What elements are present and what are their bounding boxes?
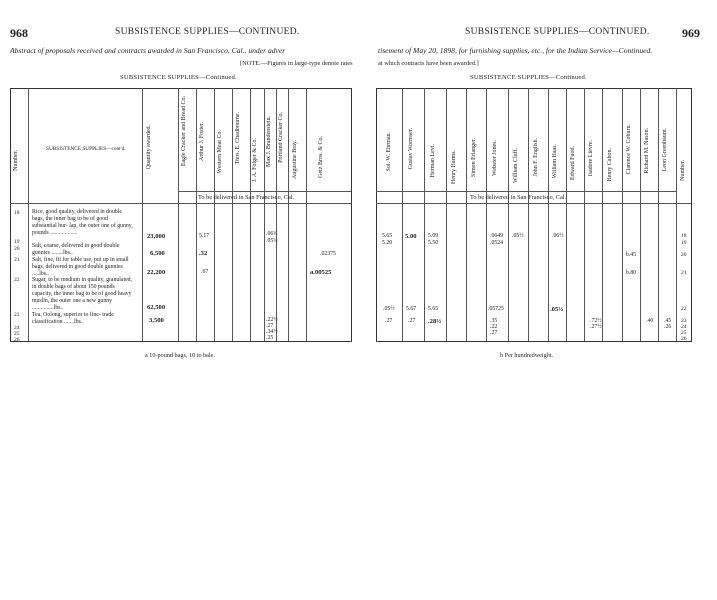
price-cell: b.80 (626, 270, 637, 276)
bidder-portland: Portland Cracker Co. (278, 112, 284, 163)
row-number: 26 (14, 337, 20, 343)
bidder-haas: William Haas. (552, 144, 558, 179)
price-cell: .27½ (590, 324, 602, 330)
col-number-left: Number. (13, 150, 19, 171)
price-cell: b.45 (626, 252, 637, 258)
price-cell: .35 (490, 318, 498, 324)
row-desc: Sugar, to be medium in quality, granulated, in double bags of about 150 pounds capacity, the inner bag to be of good heavy muslin, the outer one a new gunny ...............lbs.. (32, 277, 133, 311)
price-cell: .26 (664, 324, 672, 330)
price-cell: .05½ (383, 306, 395, 312)
bidder-eagle: Eagle Cracker and Bread Co. (181, 96, 187, 167)
bidder-getz: Getz Bros. & Co. (318, 136, 324, 178)
bidder-folger: J. A. Folger & Co. (252, 138, 258, 183)
price-cell: .06½ (552, 233, 564, 239)
price-cell: .0649 (490, 233, 504, 239)
note-left: [NOTE.—Figures in large-type denote rates (240, 60, 353, 67)
bidder-cahon: Henry Cahon. (607, 148, 613, 182)
price-cell: .67 (201, 269, 209, 275)
qty-cell: 22,200 (147, 269, 166, 276)
page-number-right: 969 (682, 26, 700, 40)
bidder-erlanger: Simon Erlanger. (471, 138, 477, 177)
price-cell: 5.65 (382, 233, 393, 239)
price-cell: 5.50 (428, 240, 439, 246)
row-number: 25 (14, 331, 20, 337)
row-number: 24 (14, 325, 20, 331)
price-cell: .0524 (490, 240, 504, 246)
price-cell: .40 (646, 318, 654, 324)
note-right: at which contracts have been awarded.] (378, 60, 479, 67)
bidder-bray: Augustine Bray. (292, 140, 298, 179)
row-desc: Tea, Oolong, superior to fine- trade classification .......lbs.. (32, 312, 114, 325)
row-number: 19 (681, 240, 687, 246)
deliver-left: To be delivered in San Francisco, Cal. (198, 194, 295, 201)
bidder-jones: Webster Jones. (492, 140, 498, 176)
qty-cell: 6,500 (150, 250, 165, 257)
bidder-coburn: Clarence W. Coburn. (626, 124, 632, 175)
bidder-levi: Herman Levi. (430, 144, 436, 178)
price-cell: .45 (664, 318, 672, 324)
deliver-right: To be delivered in San Francisco, Cal. (470, 194, 567, 201)
price-cell: 5.17 (199, 233, 210, 239)
running-head-left: SUBSISTENCE SUPPLIES—CONTINUED. (115, 27, 300, 37)
price-cell: 5.09 (428, 233, 439, 239)
col-number-right: Number. (680, 160, 686, 181)
price-cell: .27 (490, 330, 498, 336)
running-head-right: SUBSISTENCE SUPPLIES—CONTINUED. (465, 27, 650, 37)
price-cell: .27 (385, 318, 393, 324)
price-cell: 5.00 (405, 233, 417, 240)
bidder-wormser: Gustav Wormser. (408, 128, 414, 170)
price-cell: .27 (408, 318, 416, 324)
price-cell: .72½ (590, 318, 602, 324)
row-number: 21 (681, 270, 687, 276)
row-number: 23 (14, 312, 20, 318)
row-desc: Salt, coarse, delivered in good double gunnies ........lbs.. (32, 243, 120, 256)
bidder-fuod: Edward Fuod. (570, 146, 576, 180)
price-cell: a.00525 (310, 269, 332, 276)
price-cell: .34½ (266, 329, 278, 335)
qty-cell: 23,000 (147, 233, 166, 240)
price-cell: .25 (266, 335, 274, 341)
page-number-left: 968 (10, 26, 28, 40)
price-cell: .05¼ (266, 238, 278, 244)
row-number: 18 (14, 210, 20, 216)
bidder-foster: Arthur J. Foster. (199, 122, 205, 161)
bidder-ehrman: Sol. W. Ehrman. (386, 132, 392, 172)
qty-cell: 62,500 (147, 304, 166, 311)
row-number: 22 (681, 306, 687, 312)
bidder-cluff: William Cluff. (513, 148, 519, 183)
price-cell: .05½ (512, 233, 524, 239)
row-number: 21 (14, 257, 20, 263)
abstract-line-left: Abstract of proposals received and contracts awarded in San Francisco, Cal., under adver (10, 46, 286, 55)
bidder-nason: Richard M. Nason. (644, 128, 650, 174)
price-cell: .22½ (266, 317, 278, 323)
price-cell: .05725 (488, 306, 504, 312)
row-number: 24 (681, 324, 687, 330)
row-number: 26 (681, 336, 687, 342)
bidder-harms: Henry Harms. (451, 150, 457, 184)
subheading-right: SUBSISTENCE SUPPLIES—Continued. (470, 74, 587, 81)
qty-cell: 3,500 (149, 317, 164, 324)
col-supplies: SUBSISTENCE SUPPLIES—cont'd. (46, 146, 126, 152)
price-cell: .28½ (428, 318, 442, 325)
price-cell: .27 (266, 323, 274, 329)
bidder-brandenstein: Max J. Brandenstein. (266, 116, 272, 167)
price-cell: 5.67 (406, 306, 417, 312)
price-cell: .05½ (550, 306, 564, 313)
bidder-chadbourne: Thos. E. Chadbourne. (235, 112, 241, 165)
footnote-right: b Per hundredweight. (500, 352, 554, 359)
row-desc: Rice, good quality, delivered in double bags, the inner bag to be of good substantial bur- lap, the outer one of gunny, pounds ................... (32, 209, 133, 236)
bidder-lievre: Isadore Lievre. (588, 140, 594, 177)
row-number: 20 (14, 246, 20, 252)
price-cell: .32 (199, 250, 208, 257)
col-quantity: Quantity awarded. (146, 125, 152, 170)
row-number: 19 (14, 239, 20, 245)
price-cell: 5.65 (428, 306, 439, 312)
footnote-left: a 10-pound bags, 10 to bale. (145, 352, 215, 359)
bidder-western: Western Meat Co. (217, 130, 223, 174)
price-cell: .22 (490, 324, 498, 330)
price-cell: .06¼ (266, 231, 278, 237)
row-number: 23 (681, 318, 687, 324)
row-desc: Salt, fine, fit for table use, put up in small bags, delivered in good double gunnies .....lbs.. (32, 257, 129, 277)
subheading-left: SUBSISTENCE SUPPLIES—Continued. (120, 74, 237, 81)
abstract-line-right: tisement of May 20, 1898, for furnishing supplies, etc., for the Indian Service—Continued. (378, 46, 653, 55)
price-cell: 5.20 (382, 240, 393, 246)
row-number: 20 (681, 252, 687, 258)
row-number: 25 (681, 330, 687, 336)
row-number: 18 (681, 233, 687, 239)
price-cell: .02375 (320, 251, 336, 257)
bidder-english: John F. English. (533, 138, 539, 177)
bidder-greenbaum: Leon Greenbaum. (662, 128, 668, 172)
row-number: 22 (14, 277, 20, 283)
